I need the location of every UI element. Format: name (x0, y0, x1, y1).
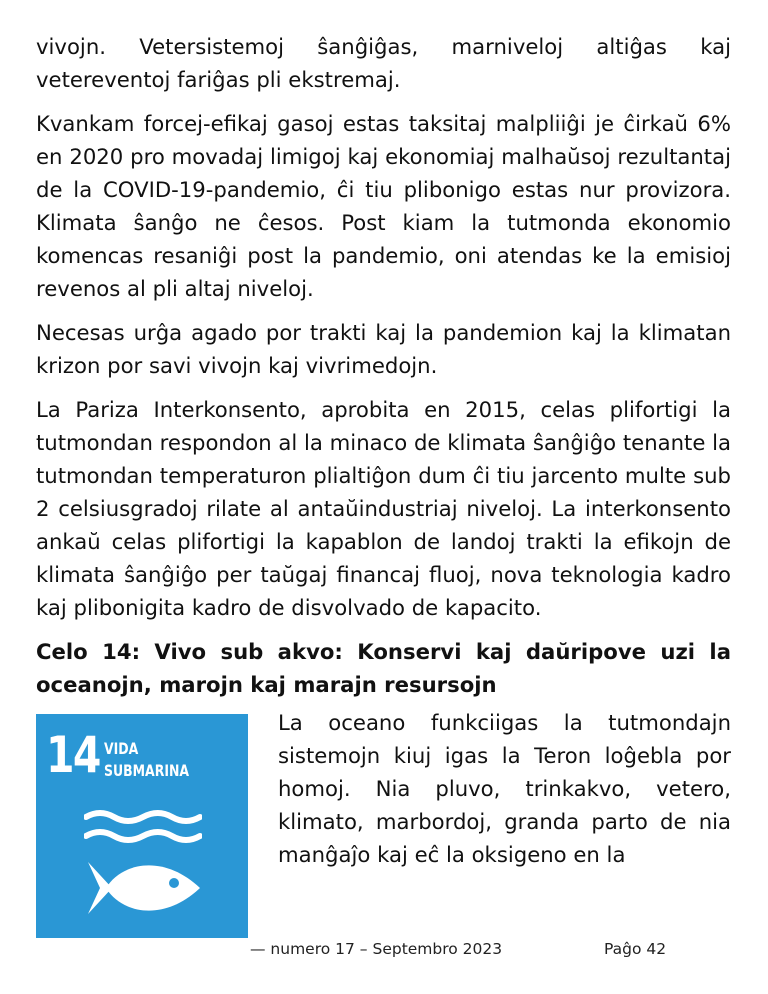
paragraph-urgent-action: Necesas urĝa agado por trakti kaj la pandemion kaj la klimatan krizon por savi vivojn kaj vivrimedojn. (36, 320, 731, 378)
goal-14-intro-text: La oceano funkciigas la tutmondajn sistemojn kiuj igas la Teron loĝebla por homoj. Nia pluvo, trinkakvo, vetero, klimato, marbordoj, granda parto de nia manĝaĵo kaj eĉ la oksigeno en la (278, 710, 731, 867)
waves-icon (84, 808, 202, 848)
sdg-14-tile (36, 714, 248, 938)
paragraph-continuation: vivojn. Vetersistemoj ŝanĝiĝas, marniveloj altiĝas kaj vetereventoj fariĝas pli ekstremaj. (36, 34, 731, 92)
paragraph-emissions: Kvankam forcej-efikaj gasoj estas taksitaj malpliiĝi je ĉirkaŭ 6% en 2020 pro movadaj limigoj kaj ekonomiaj malhaŭsoj rezultantaj de la COVID-19-pandemio, ĉi tiu plibonigo estas nur provizora. Klimata ŝanĝo ne ĉesos. Post kiam la tutmonda ekonomio komencas resaniĝi post la pandemio, oni atendas ke la emisioj revenos al pli altaj niveloj. (36, 111, 731, 301)
paragraph-paris-agreement: La Pariza Interkonsento, aprobita en 2015, celas plifortigi la tutmondan respondon al la minaco de klimata ŝanĝiĝo tenante la tutmondan temperaturon plialtiĝon dum ĉi tiu jarcento multe sub 2 celsiusgradoj rilate al antaŭindustriaj niveloj. La interkonsento ankaŭ celas plifortigi la kapablon de landoj trakti la efikojn de klimata ŝanĝiĝo per taŭgaj financaj fluoj, nova teknologia kadro kaj plibonigita kadro de disvolvado de kapacito. (36, 397, 731, 620)
sdg-label-line1: VIDA (104, 739, 139, 758)
sdg-label-line2: SUBMARINA (104, 761, 190, 780)
sdg-label (104, 738, 205, 782)
article-body (36, 30, 731, 946)
section-heading-goal-14: Celo 14: Vivo sub akvo: Konservi kaj daŭripove uzi la oceanojn, marojn kaj marajn resursojn (36, 639, 731, 697)
sdg-number: 14 (46, 726, 100, 784)
footer-page-number: Paĝo 42 (604, 940, 667, 958)
fish-icon (82, 856, 204, 920)
goal-14-section (36, 706, 731, 946)
footer-issue: — numero 17 – Septembro 2023 (250, 940, 503, 958)
